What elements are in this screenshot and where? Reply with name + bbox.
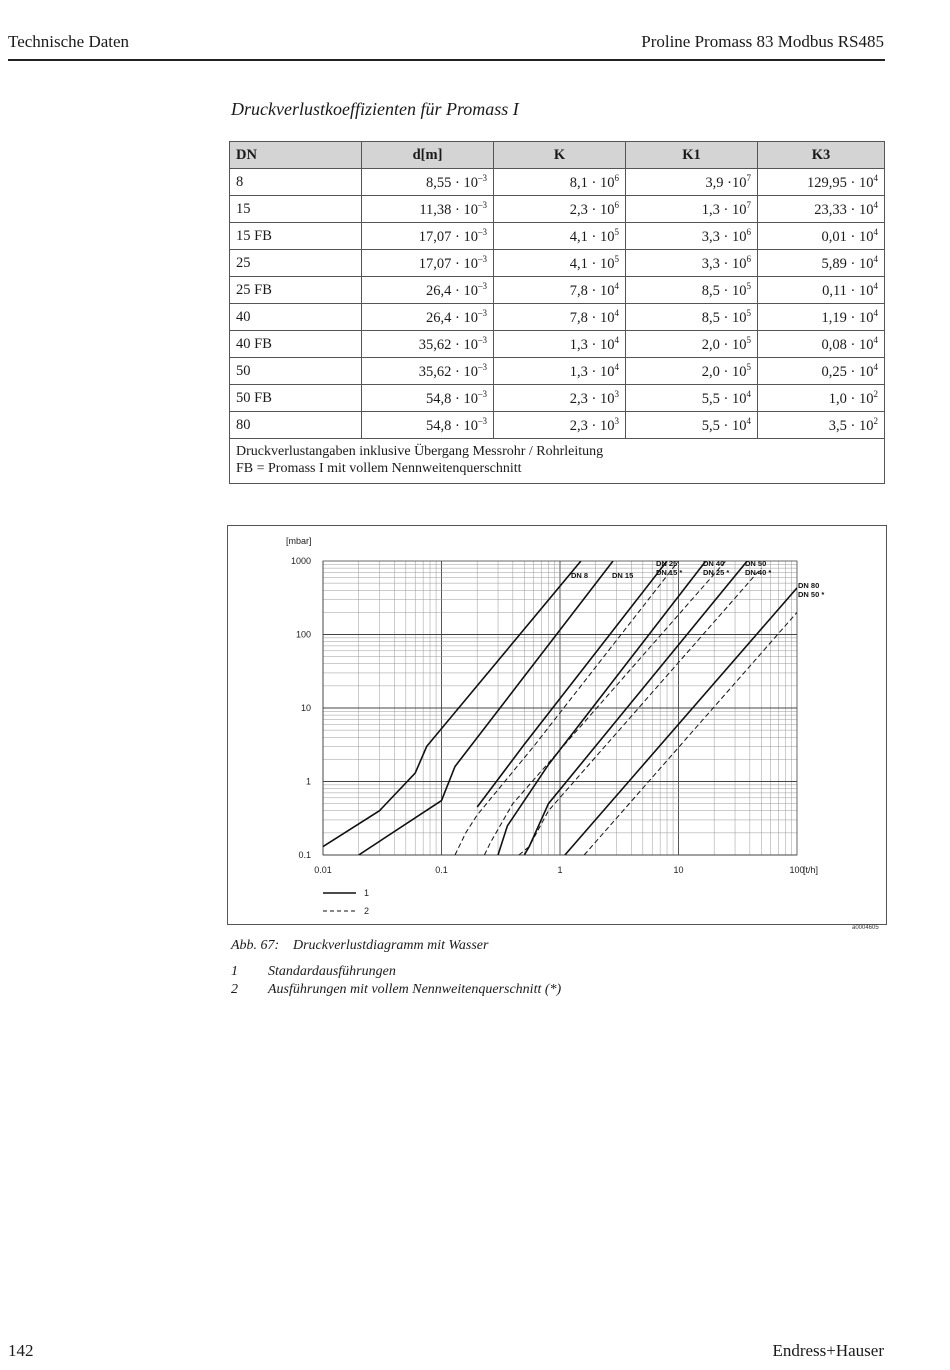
column-header: d[m] <box>362 142 494 169</box>
table-cell: 40 <box>230 304 362 331</box>
table-cell: $23,33 \cdot 10^4$ <box>758 196 885 223</box>
table-note-line: Druckverlustangaben inklusive Übergang Messrohr / Rohrleitung <box>236 444 604 459</box>
table-cell: $3,9 \cdot 10^7$ <box>626 169 758 196</box>
exponent: 2 <box>873 415 878 426</box>
table-cell: $0,11 \cdot 10^4$ <box>758 277 885 304</box>
table-cell: $4,1 \cdot 10^5$ <box>494 223 626 250</box>
table-cell: $26,4 \cdot 10^{-3}$ <box>362 277 494 304</box>
table-cell: $17,07 \cdot 10^{-3}$ <box>362 223 494 250</box>
table-cell: 50 <box>230 358 362 385</box>
curve-label <box>745 559 771 577</box>
curve-label-line: DN 50 * <box>798 590 825 599</box>
table-row <box>230 277 885 304</box>
table-cell: $17,07 \cdot 10^{-3}$ <box>362 250 494 277</box>
table-cell: 50 FB <box>230 385 362 412</box>
curve-label <box>571 571 588 580</box>
curve-label-line: DN 80 <box>798 581 820 590</box>
table-note <box>230 439 885 484</box>
y-tick-label: 100 <box>295 629 311 640</box>
y-axis-label: [mbar] <box>286 536 312 546</box>
pressure-loss-chart <box>228 526 886 924</box>
exponent: 5 <box>614 253 619 264</box>
exponent: 4 <box>873 253 878 264</box>
table-header-row <box>230 142 885 169</box>
table-cell: $1,0 \cdot 10^2$ <box>758 385 885 412</box>
column-header: K3 <box>758 142 885 169</box>
exponent: 4 <box>873 307 878 318</box>
table-cell: 80 <box>230 412 362 439</box>
exponent: –3 <box>478 199 487 210</box>
curve-label-line: DN 40 * <box>745 568 772 577</box>
y-tick-label: 1000 <box>290 556 311 566</box>
table-cell: $3,5 \cdot 10^2$ <box>758 412 885 439</box>
table-cell: 25 <box>230 250 362 277</box>
table-cell: 8 <box>230 169 362 196</box>
y-tick-label: 0.1 <box>298 850 311 860</box>
legend-text: Standardausführungen <box>268 964 396 979</box>
curve-label-line: DN 8 <box>571 571 589 580</box>
exponent: 4 <box>873 361 878 372</box>
figure-code: a0004605 <box>852 925 879 931</box>
exponent: 5 <box>614 226 619 237</box>
curve-label <box>612 571 633 580</box>
exponent: –3 <box>478 253 487 264</box>
curve-label-line: DN 25 <box>656 559 678 568</box>
table-cell: $1,19 \cdot 10^4$ <box>758 304 885 331</box>
y-tick-label: 1 <box>305 776 311 787</box>
figure-frame <box>227 525 887 925</box>
exponent: 4 <box>873 280 878 291</box>
section-title: Druckverlustkoeffizienten für Promass I <box>231 99 519 119</box>
table-cell: $1,3 \cdot 10^7$ <box>626 196 758 223</box>
table-cell: $0,01 \cdot 10^4$ <box>758 223 885 250</box>
exponent: –3 <box>478 388 487 399</box>
table-row <box>230 196 885 223</box>
curve-label-line: DN 50 <box>745 559 767 568</box>
exponent: 5 <box>746 280 751 291</box>
table-cell: $35,62 \cdot 10^{-3}$ <box>362 358 494 385</box>
table-cell: $2,3 \cdot 10^6$ <box>494 196 626 223</box>
exponent: 3 <box>614 388 619 399</box>
exponent: 7 <box>746 199 751 210</box>
table-row <box>230 412 885 439</box>
exponent: 4 <box>873 226 878 237</box>
x-tick-label: 0.01 <box>314 865 332 875</box>
exponent: 4 <box>746 415 751 426</box>
caption-label: Abb. 67: <box>231 938 280 953</box>
table-row <box>230 385 885 412</box>
exponent: 3 <box>614 415 619 426</box>
table-cell: $26,4 \cdot 10^{-3}$ <box>362 304 494 331</box>
curve-label-line: DN 15 <box>612 571 634 580</box>
table-note-row <box>230 439 885 484</box>
table-row <box>230 304 885 331</box>
table-cell: $3,3 \cdot 10^6$ <box>626 250 758 277</box>
exponent: –3 <box>478 280 487 291</box>
legend-number: 1 <box>231 964 238 979</box>
exponent: –3 <box>478 226 487 237</box>
table-cell: $1,3 \cdot 10^4$ <box>494 358 626 385</box>
table-cell: 15 <box>230 196 362 223</box>
curve-label-line: DN 15 * <box>656 568 683 577</box>
table-cell: $1,3 \cdot 10^4$ <box>494 331 626 358</box>
legend-label: 2 <box>364 906 370 916</box>
table-cell: $35,62 \cdot 10^{-3}$ <box>362 331 494 358</box>
table-row <box>230 223 885 250</box>
column-header: K <box>494 142 626 169</box>
table-cell: $2,3 \cdot 10^3$ <box>494 412 626 439</box>
table-cell: 40 FB <box>230 331 362 358</box>
table-cell: $4,1 \cdot 10^5$ <box>494 250 626 277</box>
x-tick-label: 100 <box>789 865 805 875</box>
column-header: K1 <box>626 142 758 169</box>
table-cell: $129,95 \cdot 10^4$ <box>758 169 885 196</box>
table-cell: $7,8 \cdot 10^4$ <box>494 304 626 331</box>
figure-caption <box>231 938 488 954</box>
x-tick-label: 0.1 <box>435 865 448 875</box>
legend-item <box>231 964 396 980</box>
exponent: –3 <box>478 361 487 372</box>
legend-label: 1 <box>364 888 370 898</box>
table-row <box>230 169 885 196</box>
exponent: 6 <box>614 199 619 210</box>
caption-text: Druckverlustdiagramm mit Wasser <box>293 938 489 953</box>
curve-label-line: DN 25 * <box>703 568 730 577</box>
legend-number: 2 <box>231 982 238 997</box>
page-number: 142 <box>8 1341 34 1360</box>
table-cell: $8,55 \cdot 10^{-3}$ <box>362 169 494 196</box>
table-cell: $2,3 \cdot 10^3$ <box>494 385 626 412</box>
table-cell: $7,8 \cdot 10^4$ <box>494 277 626 304</box>
legend-item <box>231 982 561 998</box>
table-cell: $11,38 \cdot 10^{-3}$ <box>362 196 494 223</box>
exponent: 4 <box>873 334 878 345</box>
x-tick-label: 1 <box>557 865 563 875</box>
table-note-line: FB = Promass I mit vollem Nennweitenquerschnitt <box>236 461 522 476</box>
exponent: –3 <box>478 307 487 318</box>
exponent: 4 <box>614 334 619 345</box>
footer-brand: Endress+Hauser <box>772 1341 884 1360</box>
header-rule <box>8 59 885 61</box>
pressure-loss-coefficient-table <box>229 141 885 484</box>
exponent: 6 <box>746 253 751 264</box>
y-tick-label: 10 <box>300 703 311 713</box>
exponent: 6 <box>614 172 619 183</box>
curve-label-line: DN 40 <box>703 559 725 568</box>
legend-text: Ausführungen mit vollem Nennweitenquerschnitt (*) <box>268 982 562 997</box>
exponent: 4 <box>614 361 619 372</box>
table-cell: $54,8 \cdot 10^{-3}$ <box>362 412 494 439</box>
exponent: 7 <box>746 172 751 183</box>
x-tick-label: 10 <box>673 865 684 875</box>
table-row <box>230 358 885 385</box>
exponent: 4 <box>614 280 619 291</box>
exponent: –3 <box>478 172 487 183</box>
table-cell: $5,5 \cdot 10^4$ <box>626 385 758 412</box>
table-cell: $8,5 \cdot 10^5$ <box>626 304 758 331</box>
table-row <box>230 331 885 358</box>
table-cell: $54,8 \cdot 10^{-3}$ <box>362 385 494 412</box>
exponent: 4 <box>873 199 878 210</box>
table-body <box>230 169 885 439</box>
exponent: 5 <box>746 307 751 318</box>
exponent: 4 <box>746 388 751 399</box>
table-cell: $3,3 \cdot 10^6$ <box>626 223 758 250</box>
exponent: 4 <box>873 172 878 183</box>
table-cell: $2,0 \cdot 10^5$ <box>626 331 758 358</box>
curve-label <box>798 581 824 599</box>
exponent: 5 <box>746 361 751 372</box>
column-header: DN <box>230 142 362 169</box>
exponent: –3 <box>478 415 487 426</box>
table-cell: $5,5 \cdot 10^4$ <box>626 412 758 439</box>
curve-solid <box>565 588 797 855</box>
table-cell: $8,1 \cdot 10^6$ <box>494 169 626 196</box>
exponent: 4 <box>614 307 619 318</box>
table-row <box>230 250 885 277</box>
table-cell: $2,0 \cdot 10^5$ <box>626 358 758 385</box>
exponent: –3 <box>478 334 487 345</box>
exponent: 2 <box>873 388 878 399</box>
table-cell: 25 FB <box>230 277 362 304</box>
x-axis-label: [t/h] <box>803 865 819 875</box>
table-cell: 15 FB <box>230 223 362 250</box>
table-cell: $0,25 \cdot 10^4$ <box>758 358 885 385</box>
running-header-product: Proline Promass 83 Modbus RS485 <box>641 32 884 51</box>
table-cell: $0,08 \cdot 10^4$ <box>758 331 885 358</box>
running-header-section: Technische Daten <box>8 32 130 51</box>
exponent: 5 <box>746 334 751 345</box>
table-cell: $8,5 \cdot 10^5$ <box>626 277 758 304</box>
table-cell: $5,89 \cdot 10^4$ <box>758 250 885 277</box>
exponent: 6 <box>746 226 751 237</box>
